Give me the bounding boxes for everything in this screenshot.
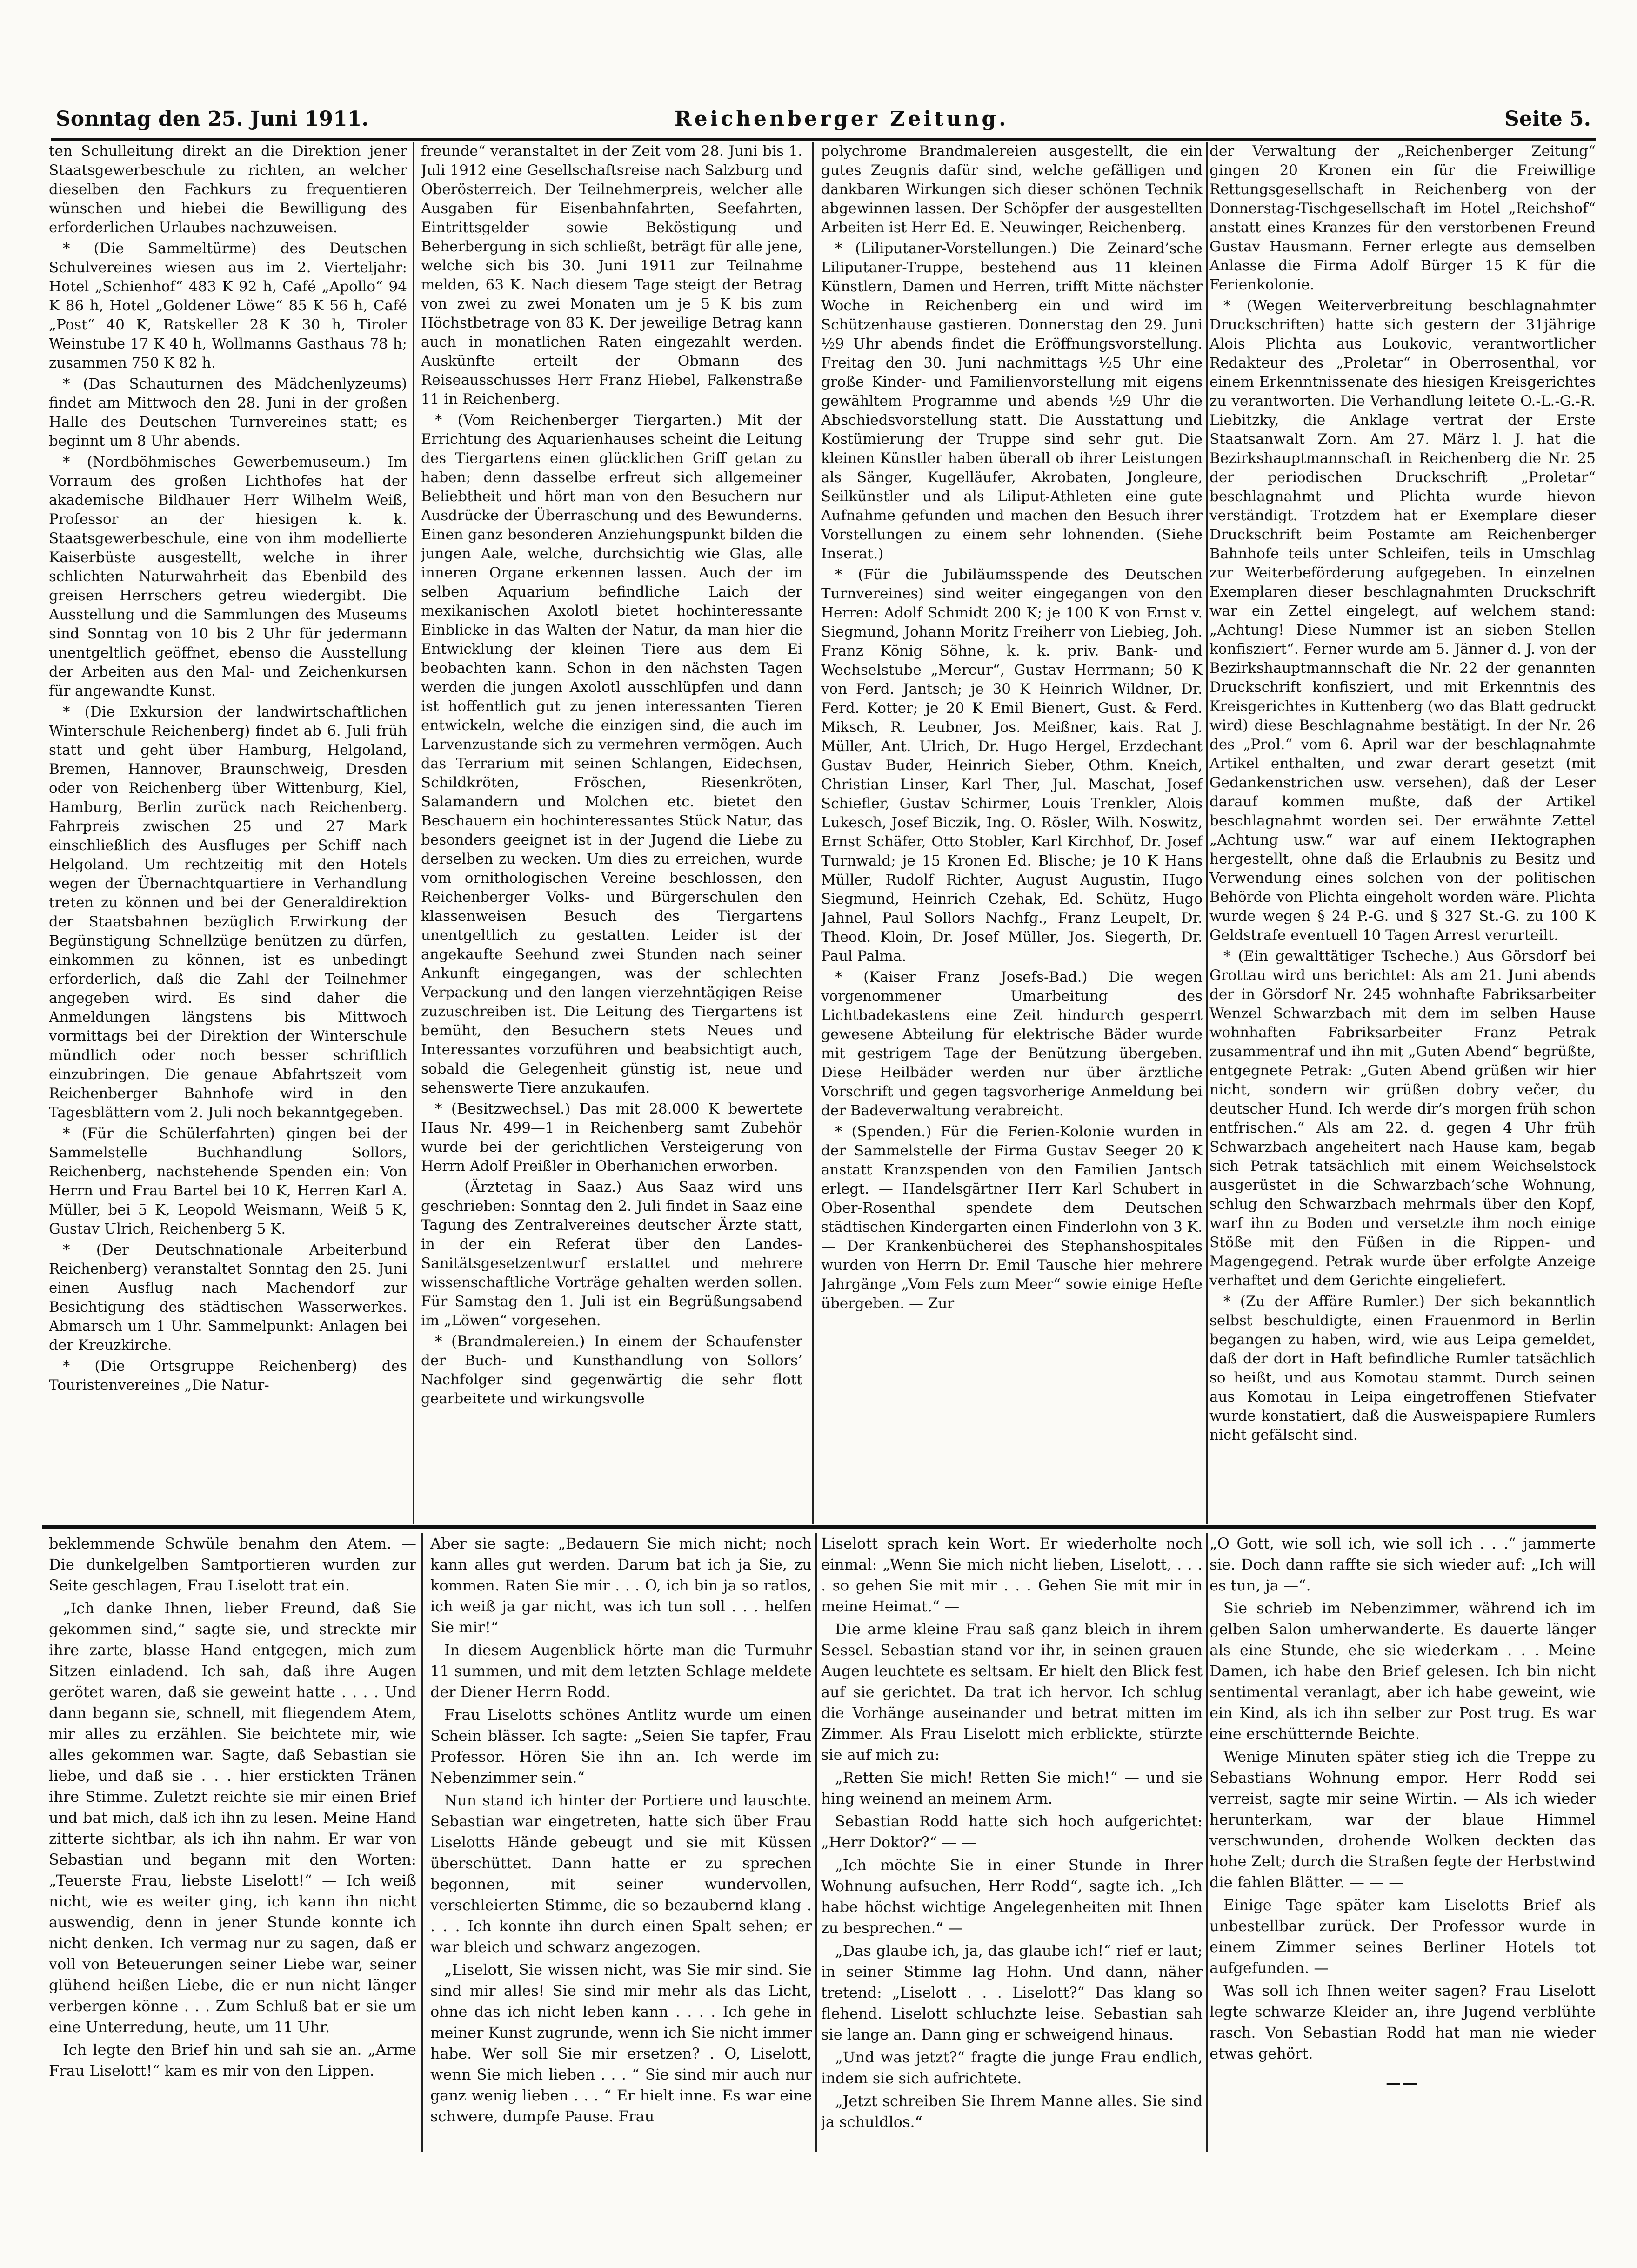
story-column-1 [49,1533,416,2152]
story-paragraph: Was soll ich Ihnen weiter sagen? Frau Liselott legte schwarze Kleider an, ihre Jugend verblühte rasch. Von Sebastian Rodd hat man nie wieder etwas gehört. [1209,1982,1596,2062]
news-paragraph: — (Ärztetag in Saaz.) Aus Saaz wird uns geschrieben: Sonntag den 2. Juli findet in Saaz eine Tagung des Zentralvereines deutscher Ärzte statt, in der ein Referat über den Landes-Sanitätsgesetzentwurf erstattet und mehrere wissenschaftliche Vorträge gehalten werden sollen. Für Samstag den 1. Juli ist ein Begrüßungsabend im „Löwen“ vorgesehen. [421,1179,802,1329]
news-paragraph: * (Ein gewalttätiger Tscheche.) Aus Görsdorf bei Grottau wird uns berichtet: Als am 21. Juni abends der in Görsdorf Nr. 245 wohnhafte Fabriksarbeiter Wenzel Schwarzbach mit dem im selben Hause wohnhaften Fabriksarbeiter Franz Petrak zusammentraf und ihn mit „Guten Abend“ begrüßte, entgegnete Petrak: „Guten Abend grüßen wir hier nicht, sondern wir grüßen dobry večer, du deutscher Hund. Ich werde dir’s morgen früh schon entfrischen.“ Als am 22. d. gegen 4 Uhr früh Schwarzbach angeheitert nach Hause kam, begab sich Petrak tatsächlich mit einem Weichselstock ausgerüstet in die Schwarzbach’sche Wohnung, schlug den Schwarzbach mehrmals über den Kopf, warf ihn zu Boden und versetzte ihm noch einige Stöße mit den Füßen in die Rippen- und Magengegend. Petrak wurde über erfolgte Anzeige verhaftet und dem Gerichte eingeliefert. [1209,948,1596,1289]
news-paragraph: * (Wegen Weiterverbreitung beschlagnahmter Druckschriften) hatte sich gestern der 31jährige Alois Plichta aus Loukovic, verantwortlicher Redakteur des „Proletar“ in Oberrosenthal, vor einem Erkenntnissenate des hiesigen Kreisgerichtes zu verantworten. Die Verhandlung leitete O.-L.-G.-R. Liebitzky, die Anklage vertrat der Erste Staatsanwalt Zorn. Am 27. März l. J. hat die Bezirkshauptmannschaft in Reichenberg die Nr. 25 der periodischen Druckschrift „Proletar“ beschlagnahmt und Plichta wurde hievon verständigt. Trotzdem hat er Exemplare dieser Druckschrift beim Postamte am Reichenberger Bahnhofe teils unter Schleifen, teils in Umschlag zur Weiterbeförderung aufgegeben. In einzelnen Exemplaren dieser beschlagnahmten Druckschrift war ein Zettel eingelegt, auf welchem stand: „Achtung! Diese Nummer ist an sieben Stellen konfisziert“. Ferner wurde am 5. Jänner d. J. von der Bezirkshauptmannschaft die Nr. 22 der genannten Druckschrift konfisziert, und mit Erkenntnis des Kreisgerichtes in Kuttenberg (wo das Blatt gedruckt wird) diese Beschlagnahme bestätigt. In der Nr. 26 des „Prol.“ vom 6. April war der beschlagnahmte Artikel enthalten, und zwar derart gesetzt (mit Gedankenstrichen usw. versehen), daß der Leser darauf kommen mußte, daß der Artikel beschlagnahmt worden sei. Der erwähnte Zettel „Achtung usw.“ war auf einem Hektographen hergestellt, ohne daß die Erlaubnis zu Besitz und Verwendung eines solchen von der politischen Behörde von Plichta eingeholt worden wäre. Plichta wurde wegen § 24 P.-G. und § 327 St.-G. zu 100 K Geldstrafe eventuell 10 Tagen Arrest verurteilt. [1209,297,1596,944]
news-paragraph: der Verwaltung der „Reichenberger Zeitung“ gingen 20 Kronen ein für die Freiwillige Rettungsgesellschaft in Reichenberg von der Donnerstag-Tischgesellschaft im Hotel „Reichshof“ anstatt eines Kranzes für den verstorbenen Freund Gustav Hausmann. Ferner erlegte aus demselben Anlasse die Firma Adolf Bürger 15 K für die Ferienkolonie. [1209,143,1596,293]
story-paragraph: Nun stand ich hinter der Portiere und lauschte. Sebastian war eingetreten, hatte sich über Frau Liselotts Hände gebeugt und sie mit Küssen überschüttet. Dann hatte er zu sprechen begonnen, mit seiner wundervollen, verschleierten Stimme, die so bezaubernd klang . . . . Ich konnte ihn durch einen Spalt sehen; er war bleich und schwarz angezogen. [430,1792,812,1956]
story-column-4 [1209,1533,1596,2152]
news-paragraph: * (Die Ortsgruppe Reichenberg) des Touristenvereines „Die Natur- [49,1358,407,1394]
page-header [51,107,1596,140]
story-paragraph: Frau Liselotts schönes Antlitz wurde um einen Schein blässer. Ich sagte: „Seien Sie tapfer, Frau Professor. Hören Sie ihn an. Ich werde im Nebenzimmer sein.“ [430,1706,812,1786]
news-paragraph: * (Das Schauturnen des Mädchenlyzeums) findet am Mittwoch den 28. Juni in der großen Halle des Deutschen Turnvereines statt; es beginnt um 8 Uhr abends. [49,376,407,450]
story-column-3 [821,1533,1203,2152]
news-paragraph: * (Brandmalereien.) In einem der Schaufenster der Buch- und Kunsthandlung von Sollors’ Nachfolger sind gegenwärtig die sehr flott gearbeitete und wirkungsvolle [421,1333,802,1407]
story-paragraph: In diesem Augenblick hörte man die Turmuhr 11 summen, und mit dem letzten Schlage meldete der Diener Herrn Rodd. [430,1641,812,1701]
news-paragraph: * (Die Exkursion der landwirtschaftlichen Winterschule Reichenberg) findet ab 6. Juli früh statt und geht über Hamburg, Helgoland, Bremen, Hannover, Braunschweig, Dresden oder von Reichenberg über Wittenburg, Kiel, Hamburg, Berlin zurück nach Reichenberg. Fahrpreis zwischen 25 und 27 Mark einschließlich des Ausfluges per Schiff nach Helgoland. Um rechtzeitig mit den Hotels wegen der Übernachtquartiere in Verhandlung treten zu können und bei der Generaldirektion der Staatsbahnen bezüglich Erwirkung der Begünstigung Schnellzüge benützen zu dürfen, einkommen zu können, ist es unbedingt erforderlich, daß die Zahl der Teilnehmer angegeben wird. Es sind daher die Anmeldungen längstens bis Mittwoch vormittags bei der Direktion der Winterschule mündlich oder noch besser schriftlich einzubringen. Die genaue Abfahrtszeit vom Reichenberger Bahnhofe wird in den Tagesblättern vom 2. Juli noch bekanntgegeben. [49,704,407,1121]
story-paragraph: Sie schrieb im Nebenzimmer, während ich im gelben Salon umherwanderte. Es dauerte länger als eine Stunde, ehe sie wiederkam . . . Meine Damen, ich habe den Brief gelesen. Ich bin nicht sentimental veranlagt, aber ich habe geweint, wie ein Kind, als ich ihn selber zur Post trug. Es war eine erschütternde Beichte. [1209,1599,1596,1743]
story-paragraph: „Liselott, Sie wissen nicht, was Sie mir sind. Sie sind mir alles! Sie sind mir mehr als das Licht, ohne das ich nicht leben kann . . . . Ich gehe in meiner Kunst zugrunde, wenn ich Sie nicht immer habe. Wer soll Sie mir ersetzen? . O, Liselott, wenn Sie mich lieben . . . “ Sie sind mir auch nur ganz wenig lieben . . . “ Er hielt inne. Es war eine schwere, dumpfe Pause. Frau [430,1961,812,2125]
news-paragraph: * (Kaiser Franz Josefs-Bad.) Die wegen vorgenommener Umarbeitung des Lichtbadekastens eine Zeit hindurch gesperrt gewesene Abteilung für elektrische Bäder wurde mit gestrigem Tage der Benützung übergeben. Diese Heilbäder werden nur über ärztliche Vorschrift und gegen tagsvorherige Anmeldung bei der Badeverwaltung verabreicht. [821,969,1203,1119]
news-paragraph: * (Spenden.) Für die Ferien-Kolonie wurden in der Sammelstelle der Firma Gustav Seeger 20 K anstatt Kranzspenden von den Familien Jantsch erlegt. — Handelsgärtner Herr Karl Schubert in Ober-Rosenthal spendete dem Deutschen städtischen Kindergarten einen Finderlohn von 3 K. — Der Krankenbücherei des Stephanshospitales wurden von Herrn Dr. Emil Tausche hier mehrere Jahrgänge „Vom Fels zum Meer“ sowie einige Hefte übergeben. — Zur [821,1123,1203,1312]
column-divider [1206,1533,1208,2152]
newspaper-title: Reichenberger Zeitung. [675,107,1009,131]
news-paragraph: * (Die Sammeltürme) des Deutschen Schulvereines wiesen aus im 2. Vierteljahr: Hotel „Schienhof“ 483 K 92 h, Café „Apollo“ 94 K 86 h, Hotel „Goldener Löwe“ 85 K 56 h, Café „Post“ 40 K, Ratskeller 28 K 30 h, Tiroler Weinstube 17 K 40 h, Wollmanns Gasthaus 78 h; zusammen 750 K 82 h. [49,240,407,371]
story-paragraph: Sebastian Rodd hatte sich hoch aufgerichtet: „Herr Doktor?“ — — [821,1812,1203,1851]
news-paragraph: * (Für die Jubiläumsspende des Deutschen Turnvereines) sind weiter eingegangen von den Herren: Adolf Schmidt 200 K; je 100 K von Ernst v. Siegmund, Johann Moritz Freiherr von Liebieg, Joh. Franz König Söhne, k. k. priv. Bank- und Wechselstube „Mercur“, Gustav Herrmann; 50 K von Ferd. Jantsch; je 30 K Heinrich Wildner, Dr. Ferd. Kotter; je 20 K Emil Bienert, Gust. & Ferd. Miksch, R. Leubner, Jos. Meißner, kais. Rat J. Müller, Ant. Ulrich, Dr. Hugo Hergel, Erzdechant Gustav Buder, Heinrich Sieber, Othm. Kneich, Christian Linser, Karl Ther, Jul. Maschat, Josef Schiefler, Gustav Schirmer, Louis Trenkler, Alois Lukesch, Josef Biczik, Ing. O. Rösler, Wilh. Noswitz, Ernst Schäfer, Otto Stobler, Karl Kirchhof, Dr. Josef Turnwald; je 15 Kronen Ed. Blische; je 10 K Hans Müller, Rudolf Richter, August Augustin, Hugo Siegmund, Heinrich Czehak, Ed. Schütz, Hugo Jahnel, Paul Sollors Nachfg., Franz Leupelt, Dr. Theod. Kloin, Dr. Josef Müller, Jos. Siegerth, Dr. Paul Palma. [821,566,1203,965]
news-paragraph: * (Liliputaner-Vorstellungen.) Die Zeinard’sche Liliputaner-Truppe, bestehend aus 11 kleinen Künstlern, Damen und Herren, trifft Mitte nächster Woche in Reichenberg ein und wird im Schützenhause gastieren. Donnerstag den 29. Juni ½9 Uhr abends findet die Eröffnungsvorstellung. Freitag den 30. Juni nachmittags ½5 Uhr eine große Kinder- und Familienvorstellung mit eigens gewähltem Programme und abends ½9 Uhr die Abschiedsvorstellung statt. Die Ausstattung und Kostümierung der Truppe sind sehr gut. Die kleinen Künstler haben überall ob ihrer Leistungen als Sänger, Kugelläufer, Akrobaten, Jongleure, Seilkünstler und als Liliput-Athleten eine gute Aufnahme gefunden und machen den Besuch ihrer Vorstellungen zu einem sehr lohnenden. (Siehe Inserat.) [821,240,1203,562]
news-paragraph: ten Schulleitung direkt an die Direktion jener Staatsgewerbeschule zu richten, an welcher dieselben den Fachkurs zu frequentieren wünschen und hiebei die Bewilligung des erforderlichen Urlaubes nachzuweisen. [49,143,407,236]
column-divider [812,142,814,1524]
column-divider [421,1533,423,2152]
news-paragraph: * (Der Deutschnationale Arbeiterbund Reichenberg) veranstaltet Sonntag den 25. Juni einen Ausflug nach Machendorf zur Besichtigung des städtischen Wasserwerkes. Abmarsch um 1 Uhr. Sammelpunkt: Anlagen bei der Kreuzkirche. [49,1241,407,1354]
news-column-3 [821,142,1203,1524]
story-paragraph: „O Gott, wie soll ich, wie soll ich . . .“ jammerte sie. Doch dann raffte sie sich wieder auf: „Ich will es tun, ja —“. [1209,1535,1596,1594]
column-divider [1206,142,1208,1524]
news-paragraph: * (Zu der Affäre Rumler.) Der sich bekanntlich selbst beschuldigte, einen Frauenmord in Berlin begangen zu haben, wird, wie aus Leipa gemeldet, daß der dort in Haft befindliche Rumler tatsächlich so heißt, und aus Komotau stammt. Durch seinen aus Komotau in Leipa eingetroffenen Stiefvater wurde konstatiert, daß die Ausweispapiere Rumlers nicht gefälscht sind. [1209,1293,1596,1443]
news-paragraph: freunde“ veranstaltet in der Zeit vom 28. Juni bis 1. Juli 1912 eine Gesellschaftsreise nach Salzburg und Oberösterreich. Der Teilnehmerpreis, welcher alle Ausgaben für Eisenbahnfahrten, Seefahrten, Eintrittsgelder sowie Beköstigung und Beherbergung in sich schließt, beträgt für alle jene, welche sich bis 30. Juni 1911 zur Teilnahme melden, 63 K. Nach diesem Tage steigt der Betrag von zwei zu zwei Monaten um je 5 K bis zum Höchstbetrage von 83 K. Der jeweilige Betrag kann auch in monatlichen Raten eingezahlt werden. Auskünfte erteilt der Obmann des Reiseausschusses Herr Franz Hiebel, Falkenstraße 11 in Reichenberg. [421,143,802,408]
story-paragraph: „Jetzt schreiben Sie Ihrem Manne alles. Sie sind ja schuldlos.“ [821,2092,1203,2131]
story-paragraph: Einige Tage später kam Liselotts Brief als unbestellbar zurück. Der Professor wurde in einem Zimmer seines Berliner Hotels tot aufgefunden. — [1209,1896,1596,1977]
story-paragraph: „Das glaube ich, ja, das glaube ich!“ rief er laut; in seiner Stimme lag Hohn. Und dann, näher tretend: „Liselott . . . Liselott?“ Das klang so flehend. Liselott schluchzte leise. Sebastian sah sie lange an. Dann ging er schweigend hinaus. [821,1942,1203,2043]
story-paragraph: „Und was jetzt?“ fragte die junge Frau endlich, indem sie sich aufrichtete. [821,2048,1203,2087]
story-paragraph: Die arme kleine Frau saß ganz bleich in ihrem Sessel. Sebastian stand vor ihr, in seinen grauen Augen leuchtete es seltsam. Er hielt den Blick fest auf sie gerichtet. Da trat ich hervor. Ich schlug die Vorhänge auseinander und betrat mitten im Zimmer. Als Frau Liselott mich erblickte, stürzte sie auf mich zu: [821,1620,1203,1764]
page-number: Seite 5. [1504,107,1591,131]
story-paragraph: beklemmende Schwüle benahm den Atem. — Die dunkelgelben Samtportieren wurden zur Seite geschlagen, Frau Liselott trat ein. [49,1535,416,1594]
news-paragraph: * (Vom Reichenberger Tiergarten.) Mit der Errichtung des Aquarienhauses scheint die Leitung des Tiergartens einen glücklichen Griff getan zu haben; denn dasselbe erfreut sich allgemeiner Beliebtheit und hört man von den Besuchern nur Ausdrücke der Überraschung und des Bewunderns. Einen ganz besonderen Anziehungspunkt bilden die jungen Aale, welche, durchsichtig wie Glas, alle inneren Organe erkennen lassen. Auch der im selben Aquarium befindliche Laich der mexikanischen Axolotl bietet hochinteressante Einblicke in das Walten der Natur, da man hier die Entwicklung der kleinen Tiere aus dem Ei beobachten kann. Schon in den nächsten Tagen werden die jungen Axolotl ausschlüpfen und dann ist hoffentlich gut zu jenen interessanten Tieren entwickeln, welche die einzigen sind, die auch im Larvenzustande sich zu vermehren vermögen. Auch das Terrarium mit seinen Schlangen, Eidechsen, Schildkröten, Fröschen, Riesenkröten, Salamandern und Molchen etc. bietet den Beschauern ein hochinteressantes Stück Natur, das besonders geeignet ist in der Jugend die Liebe zu derselben zu wecken. Um dies zu erreichen, wurde vom ornithologischen Vereine beschlossen, den Reichenberger Volks- und Bürgerschulen den klassenweisen Besuch des Tiergartens unentgeltlich zu gestatten. Leider ist der angekaufte Seehund zwei Stunden nach seiner Ankunft eingegangen, was der schlechten Verpackung und den langen vierzehntägigen Reise zuzuschreiben ist. Die Leitung des Tiergartens ist bemüht, den Besuchern stets Neues und Interessantes vorzuführen und beabsichtigt auch, sobald die Gelegenheit günstig ist, neue und sehenswerte Tiere anzukaufen. [421,412,802,1096]
news-paragraph: * (Nordböhmisches Gewerbemuseum.) Im Vorraum des großen Lichthofes hat der akademische Bildhauer Herr Wilhelm Weiß, Professor an der hiesigen k. k. Staatsgewerbeschule, eine von ihm modellierte Kaiserbüste ausgestellt, welche in ihrer schlichten Naturwahrheit das Ebenbild des greisen Herrschers getreu wiedergibt. Die Ausstellung und die Sammlungen des Museums sind Sonntag von 10 bis 2 Uhr für jedermann unentgeltlich geöffnet, ebenso die Ausstellung der Arbeiten aus den Mal- und Zeichenkursen für angewandte Kunst. [49,454,407,699]
news-paragraph: polychrome Brandmalereien ausgestellt, die ein gutes Zeugnis dafür sind, welche gefälligen und dankbaren Wirkungen sich dieser schönen Technik abgewinnen lassen. Der Schöpfer der ausgestellten Arbeiten ist Herr Ed. E. Neuwinger, Reichenberg. [821,143,1203,236]
story-column-2 [430,1533,812,2152]
story-paragraph: Liselott sprach kein Wort. Er wiederholte noch einmal: „Wenn Sie mich nicht lieben, Liselott, . . . . so gehen Sie mit mir . . . Gehen Sie mit mir in meine Heimat.“ — [821,1535,1203,1615]
issue-date: Sonntag den 25. Juni 1911. [56,107,369,131]
column-divider [413,142,414,1524]
story-end-mark: —— [1386,2074,1419,2092]
news-column-4 [1209,142,1596,1524]
story-paragraph: „Ich danke Ihnen, lieber Freund, daß Sie gekommen sind,“ sagte sie, und streckte mir ihre zarte, blasse Hand entgegen, mich zum Sitzen einladend. Ich sah, daß ihre Augen gerötet waren, daß sie geweint hatte . . . . Und dann begann sie, schnell, mit fliegendem Atem, mir alles zu erzählen. Sie beichtete mir, wie alles gekommen war. Sagte, daß Sebastian sie liebe, und daß sie . . . hier erstickten Tränen ihre Stimme. Zuletzt reichte sie mir einen Brief und bat mich, daß ich ihn zu lesen. Meine Hand zitterte sichtbar, als ich ihn nahm. Er war von Sebastian und begann mit den Worten: „Teuerste Frau, liebste Liselott!“ — Ich weiß nicht, wie es weiter ging, ich kann ihn nicht auswendig, denn in jener Stunde konnte ich nicht denken. Ich vermag nur zu sagen, daß er voll von Beteuerungen seiner Liebe war, seiner glühend heißen Liebe, die er nun nicht länger verbergen könne . . . Zum Schluß bat er sie um eine Unterredung, heute, um 11 Uhr. [49,1599,416,2036]
story-paragraph: Ich legte den Brief hin und sah sie an. „Arme Frau Liselott!“ kam es mir von den Lippen. [49,2041,416,2080]
news-paragraph: * (Für die Schülerfahrten) gingen bei der Sammelstelle Buchhandlung Sollors, Reichenberg, nachstehende Spenden ein: Von Herrn und Frau Bartel bei 10 K, Herren Karl A. Müller, bei 5 K, Leopold Weismann, Weiß 5 K, Gustav Ulrich, Reichenberg 5 K. [49,1125,407,1237]
feuilleton-rule [42,1525,1596,1529]
column-divider [815,1533,817,2152]
story-paragraph: Aber sie sagte: „Bedauern Sie mich nicht; noch kann alles gut werden. Darum bat ich ja Sie, zu kommen. Raten Sie mir . . . O, ich bin ja so ratlos, ich weiß ja gar nicht, was ich tun soll . . . helfen Sie mir!“ [430,1535,812,1636]
story-paragraph: Wenige Minuten später stieg ich die Treppe zu Sebastians Wohnung empor. Herr Rodd sei verreist, sagte mir seine Wirtin. — Als ich wieder herunterkam, war der blaue Himmel verschwunden, drohende Wolken deckten das hohe Zelt; durch die Straßen fegte der Herbstwind die fahlen Blätter. — — — [1209,1748,1596,1891]
news-paragraph: * (Besitzwechsel.) Das mit 28.000 K bewertete Haus Nr. 499—1 in Reichenberg samt Zubehör wurde bei der gerichtlichen Versteigerung von Herrn Adolf Preißler in Oberhanichen erworben. [421,1100,802,1174]
news-column-2 [421,142,802,1524]
news-column-1 [49,142,407,1524]
story-paragraph: „Retten Sie mich! Retten Sie mich!“ — und sie hing weinend an meinem Arm. [821,1769,1203,1807]
header-rule [51,138,1596,141]
story-paragraph: „Ich möchte Sie in einer Stunde in Ihrer Wohnung aufsuchen, Herr Rodd“, sagte ich. „Ich habe höchst wichtige Angelegenheiten mit Ihnen zu besprechen.“ — [821,1856,1203,1937]
